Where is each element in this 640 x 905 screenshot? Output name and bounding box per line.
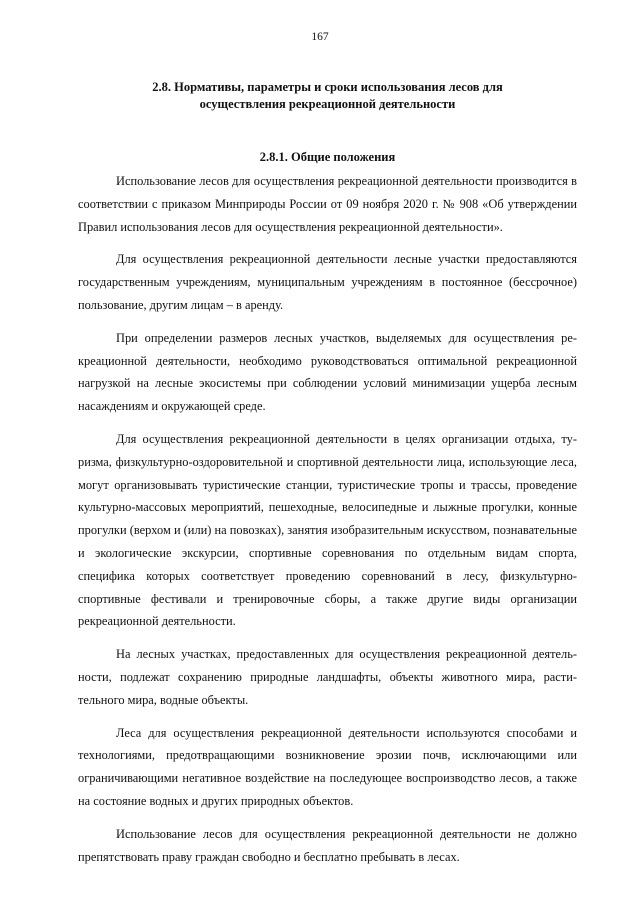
- page-content: [78, 79, 577, 878]
- paragraph-3: При определении размеров лесных участков, выделяемых для осуществления рекреационной деятельности, необходимо руководствоваться оптимальной рекреационной нагрузкой на лесные экосистемы при соблюдении условий минимизации ущерба лесным насаждениям и окружающей среде.: [78, 330, 577, 414]
- paragraph-7: Использование лесов для осуществления рекреационной деятельности не должно препятствовать праву граждан свободно и бесплатно пребывать в лесах.: [78, 826, 577, 864]
- paragraph-6: Леса для осуществления рекреационной деятельности используются способами и технологиями, предотвращающими возникновение эрозии почв, исключающими или ограничивающими негативное воздействие на последующее воспроизводство лесов, а также на состояние водных и других природных объектов.: [78, 725, 577, 808]
- paragraph-5: На лесных участках, предоставленных для осуществления рекреационной деятельности, подлежат сохранению природные ландшафты, объекты животного мира, растительного мира, водные объекты.: [78, 647, 577, 707]
- section-title: [78, 79, 577, 113]
- paragraph-2: Для осуществления рекреационной деятельности лесные участки предоставляются государственным учреждениям, муниципальным учреждениям в постоянное (бессрочное) пользование, другим лицам – в аренду.: [78, 252, 577, 312]
- paragraph-4: Для осуществления рекреационной деятельности в целях организации отдыха, туризма, физкультурно-оздоровительной и спортивной деятельности лица, использующие леса, могут организовывать туристические станции, туристические тропы и трассы, проведение культурно-массовых мероприятий, пешеходные, велосипедные и лыжные прогулки, конные прогулки (верхом и (или) на повозках), занятия изобразительным искусством, познавательные и экологические экскурсии, спортивные соревнования по отдельным видам спорта, специфика которых соответствует проведению соревнований в лесу, физкультурно-спортивные фестивали и тренировочные сборы, а также другие виды организации рекреационной деятельности.: [78, 431, 577, 629]
- section-title-line-2: осуществления рекреационной деятельности: [199, 97, 456, 111]
- subsection-title: 2.8.1. Общие положения: [259, 150, 396, 164]
- page-number: 167: [311, 31, 329, 43]
- section-title-line-1: 2.8. Нормативы, параметры и сроки использования лесов для: [152, 80, 503, 94]
- paragraph-1: Использование лесов для осуществления рекреационной деятельности производится в соответствии с приказом Минприроды России от 09 ноября 2020 г. № 908 «Об утверждении Правил использования лесов для осуществления рекреационной деятельности».: [78, 174, 577, 234]
